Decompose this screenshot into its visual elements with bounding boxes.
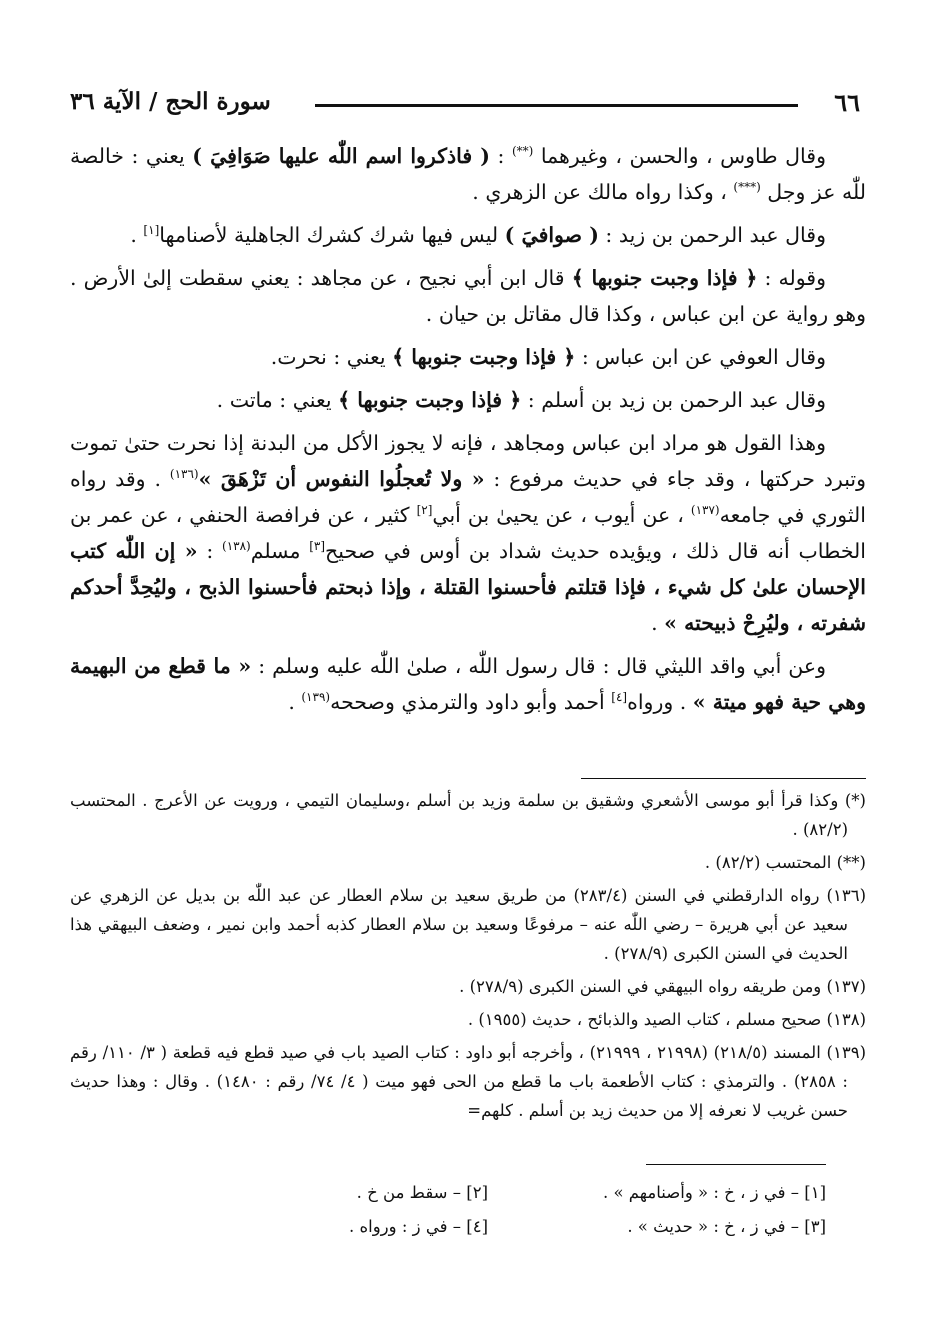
text-run: وقال عبد الرحمن بن زيد بن أسلم : [521,388,826,412]
page-number: ٦٦ [834,88,860,117]
paragraph [70,138,866,210]
text-run: كثير ، عن فرافصة الحنفي ، عن عمر بن الخطاب أنه قال ذلك ، ويؤيده حديث شداد بن أوس في صحيح [70,503,867,563]
footnote: (**) المحتسب (٨٢/٢) . [704,853,866,872]
note-marker: (**) [511,144,534,159]
paragraph [70,339,866,375]
footnote: (١٣٨) صحيح مسلم ، كتاب الصيد والذبائح ، حديث (١٩٥٥) . [467,1010,866,1029]
variant-marker: [٤] [611,690,628,705]
paragraph [70,382,866,418]
footnote-rule [581,778,866,779]
paragraph [70,260,866,332]
text-run: . [651,611,665,635]
text-run: مسلم [250,539,310,563]
text-run: ، وكذا رواه مالك عن الزهري . [472,180,734,204]
quran-quote: ﴿ فإذا وجبت جنوبها ﴾ [392,345,576,369]
text-run: : [197,539,223,563]
text-run: وهذا القول هو مراد ابن عباس ومجاهد ، فإنه لا يجوز الأكل من البدنة إذا نحرت حتىٰ تموت وتبرد حركتها ، وقد جاء في حديث مرفوع : [70,431,866,491]
text-run: أحمد وأبو داود والترمذي وصححه [330,690,612,714]
variant-note: [٤] – في ز : ورواه . [348,1217,488,1236]
quran-quote: ﴿ فإذا وجبت جنوبها ﴾ [571,266,758,290]
note-marker: (١٣٨) [222,539,251,554]
text-run: . [288,690,302,714]
footnote: (١٣٦) رواه الدارقطني في السنن (٢٨٣/٤) من طريق سعيد بن سلام العطار عن عبد اللّٰه بن بديل عن الزهري عن سعيد عن أبي هريرة – رضي اللّٰه عنه – مرفوعًا وسعيد بن سلام العطار كذبه أحمد وابن نمير ، وضعف البيهقي هذا الحديث في السنن الكبرى (٢٧٨/٩) . [70,886,866,963]
text-run: وعن أبي واقد الليثي قال : قال رسول اللّٰه ، صلىٰ اللّٰه عليه وسلم : [251,654,826,678]
main-text [70,138,866,727]
variants-row [150,1210,826,1244]
note-marker: (***) [733,180,761,195]
note-marker: (١٣٧) [690,503,720,518]
quran-quote: ( فاذكروا اسم اللّٰه عليها صَوَافِيَ ) [192,144,491,168]
text-run: يعني : خالصة للّٰه عز وجل [70,144,866,204]
text-run: وقال طاوس ، والحسن ، وغيرهما [540,144,826,168]
manuscript-variants [150,1176,826,1244]
footnote: (*) وكذا قرأ أبو موسى الأشعري وشقيق بن سلمة وزيد بن أسلم ،وسليمان التيمي ، ورويت عن الأعرج . المحتسب (٨٢/٢) . [70,791,866,839]
quran-quote: ﴿ فإذا وجبت جنوبها ﴾ [338,388,522,412]
text-run: ، عن أيوب ، عن يحيىٰ بن أبي [432,503,691,527]
text-run: . وقد رواه الثوري في جامعه [70,467,866,527]
text-run: يعني : نحرت. [270,345,393,369]
text-run: وقال عبد الرحمن بن زيد : [598,223,826,247]
paragraph [70,217,866,253]
variant-note: [٣] – في ز ، خ : « حديث » . [627,1217,826,1236]
paragraph [70,425,866,641]
header-rule [315,104,798,107]
text-run: يعني : ماتت . [216,388,339,412]
variants-rule [646,1164,826,1165]
footnote: (١٣٩) المسند (٢١٨/٥) (٢١٩٩٨ ، ٢١٩٩٩) ، وأخرجه أبو داود : كتاب الصيد باب في صيد قطع فيه قطعة ( ٣/ ١١٠/ رقم : ٢٨٥٨) . والترمذي : كتاب الأطعمة باب ما قطع من الحى فهو ميت ( ٤/ ٧٤/ رقم : ١٤٨٠) . وقال : وهذا حديث حسن غريب لا نعرفه إلا من حديث زيد بن أسلم . كلهم= [70,1043,866,1120]
footnotes [70,786,866,1129]
variant-note: [٢] – سقط من خ . [356,1183,488,1202]
hadith-quote: « إن اللّٰه كتب الإحسان علىٰ كل شيء ، فإذا قتلتم فأحسنوا القتلة ، وإذا ذبحتم فأحسنوا الذبح ، وليُحِدَّ أحدكم شفرته ، وليُرِحْ ذبيحته » [70,539,866,635]
note-marker: (١٣٦) [169,467,199,482]
running-head: سورة الحج / الآية ٣٦ [70,88,271,115]
text-run: . [130,223,144,247]
text-run: وقال العوفي عن ابن عباس : [575,345,826,369]
text-run: ليس فيها شرك كشرك الجاهلية لأصنامها [159,223,505,247]
text-run: : [490,144,512,168]
variant-marker: [٢] [416,503,433,518]
variant-marker: [٣] [309,539,326,554]
variants-row [150,1176,826,1210]
text-run: وقوله : [757,266,827,290]
hadith-quote: « ولا تُعجلُوا النفوس أن تَزْهَقَ » [198,467,485,491]
text-run: . ورواه [627,690,693,714]
variant-note: [١] – في ز ، خ : « وأصنامهم » . [602,1183,826,1202]
note-marker: (١٣٩) [301,690,331,705]
paragraph [70,648,866,720]
variant-marker: [١] [143,223,160,238]
hadith-quote: « ما قطع من البهيمة وهي حية فهو ميتة » [70,654,866,714]
text-run: قال ابن أبي نجيح ، عن مجاهد : يعني سقطت إلىٰ الأرض . وهو رواية عن ابن عباس ، وكذا قال مقاتل بن حيان . [70,266,866,326]
quran-quote: ( صوافيَ ) [504,223,599,247]
page-header [70,88,868,122]
footnote: (١٣٧) ومن طريقه رواه البيهقي في السنن الكبرى (٢٧٨/٩) . [459,977,866,996]
